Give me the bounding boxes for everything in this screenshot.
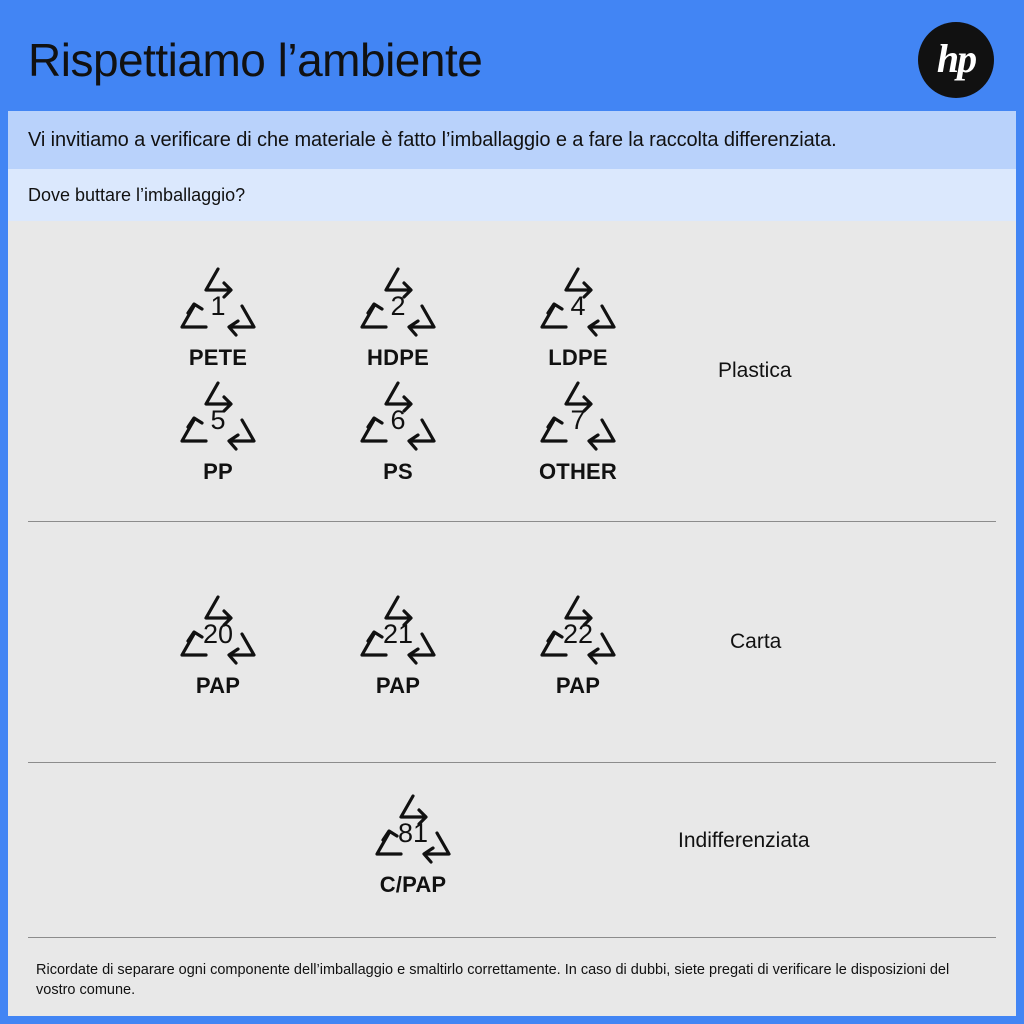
poster-inner xyxy=(8,8,1016,1016)
recycle-triangle-icon xyxy=(158,257,278,343)
page-title: Rispettiamo l’ambiente xyxy=(28,33,483,86)
recycle-material-label: OTHER xyxy=(539,459,617,484)
recycle-material-label: C/PAP xyxy=(379,871,447,897)
recycle-triangle-icon xyxy=(158,371,278,457)
content-area xyxy=(8,221,1016,1016)
group-caption-carta: Carta xyxy=(730,630,782,653)
question-band xyxy=(8,169,1016,221)
intro-text: Vi invitiamo a verificare di che materiale è fatto l’imballaggio e a fare la raccolta differenziata. xyxy=(28,128,837,151)
recycling-symbol xyxy=(128,371,308,485)
recycle-code-number: 2 xyxy=(390,291,406,321)
recycle-triangle-icon xyxy=(338,585,458,671)
recycle-material-label: HDPE xyxy=(367,345,429,370)
recycle-triangle-icon xyxy=(518,371,638,457)
recycling-symbol xyxy=(308,585,488,699)
recycle-material-label: PAP xyxy=(195,673,241,698)
group-plastica-symbols xyxy=(8,257,668,485)
hp-logo-text: hp xyxy=(936,35,976,81)
recycle-material-label: PS xyxy=(383,459,413,484)
recycling-symbol xyxy=(488,371,668,485)
recycle-code-number: 4 xyxy=(570,291,586,321)
symbol-row xyxy=(8,371,668,485)
recycle-material-label: LDPE xyxy=(548,345,608,370)
group-carta xyxy=(8,522,1016,762)
recycle-material-label: PP xyxy=(203,459,233,484)
group-indifferenziata-symbols xyxy=(8,784,668,898)
symbol-row xyxy=(8,784,668,898)
recycle-code-number: 1 xyxy=(210,291,226,321)
footnote-divider xyxy=(28,937,996,938)
recycle-code-number: 7 xyxy=(570,405,586,435)
recycle-code-number: 5 xyxy=(210,405,226,435)
group-indifferenziata xyxy=(8,763,1016,918)
recycle-material-label: PETE xyxy=(188,345,248,370)
recycle-code-number: 22 xyxy=(562,619,594,649)
recycle-triangle-icon xyxy=(353,784,473,870)
recycle-material-label: PAP xyxy=(555,673,601,698)
recycle-triangle-icon xyxy=(158,585,278,671)
symbol-row xyxy=(8,585,668,699)
recycling-symbol xyxy=(308,371,488,485)
recycling-symbol xyxy=(488,585,668,699)
recycle-triangle-icon xyxy=(338,371,458,457)
recycling-symbol xyxy=(318,784,508,898)
recycle-code-number: 20 xyxy=(202,619,234,649)
recycling-symbol xyxy=(128,585,308,699)
group-caption-indifferenziata: Indifferenziata xyxy=(678,828,810,852)
header-bar xyxy=(8,8,1016,111)
recycle-code-number: 81 xyxy=(397,817,429,848)
recycling-symbol xyxy=(488,257,668,371)
group-carta-symbols xyxy=(8,585,668,699)
recycle-code-number: 21 xyxy=(382,619,414,649)
symbol-row xyxy=(8,257,668,371)
recycle-material-label: PAP xyxy=(375,673,421,698)
question-text: Dove buttare l’imballaggio? xyxy=(28,184,246,205)
recycle-triangle-icon xyxy=(338,257,458,343)
recycle-triangle-icon xyxy=(518,257,638,343)
recycle-triangle-icon xyxy=(518,585,638,671)
group-caption-plastica: Plastica xyxy=(718,359,792,382)
recycling-symbol xyxy=(308,257,488,371)
hp-logo-icon xyxy=(918,22,994,98)
bottom-spacer xyxy=(8,918,1016,937)
intro-band xyxy=(8,111,1016,169)
recycle-code-number: 6 xyxy=(390,405,406,435)
recycling-symbol xyxy=(128,257,308,371)
group-plastica xyxy=(8,221,1016,521)
footnote-text: Ricordate di separare ogni componente dell’imballaggio e smaltirlo correttamente. In caso di dubbi, siete pregati di verificare le disposizioni del vostro comune. xyxy=(36,962,950,998)
